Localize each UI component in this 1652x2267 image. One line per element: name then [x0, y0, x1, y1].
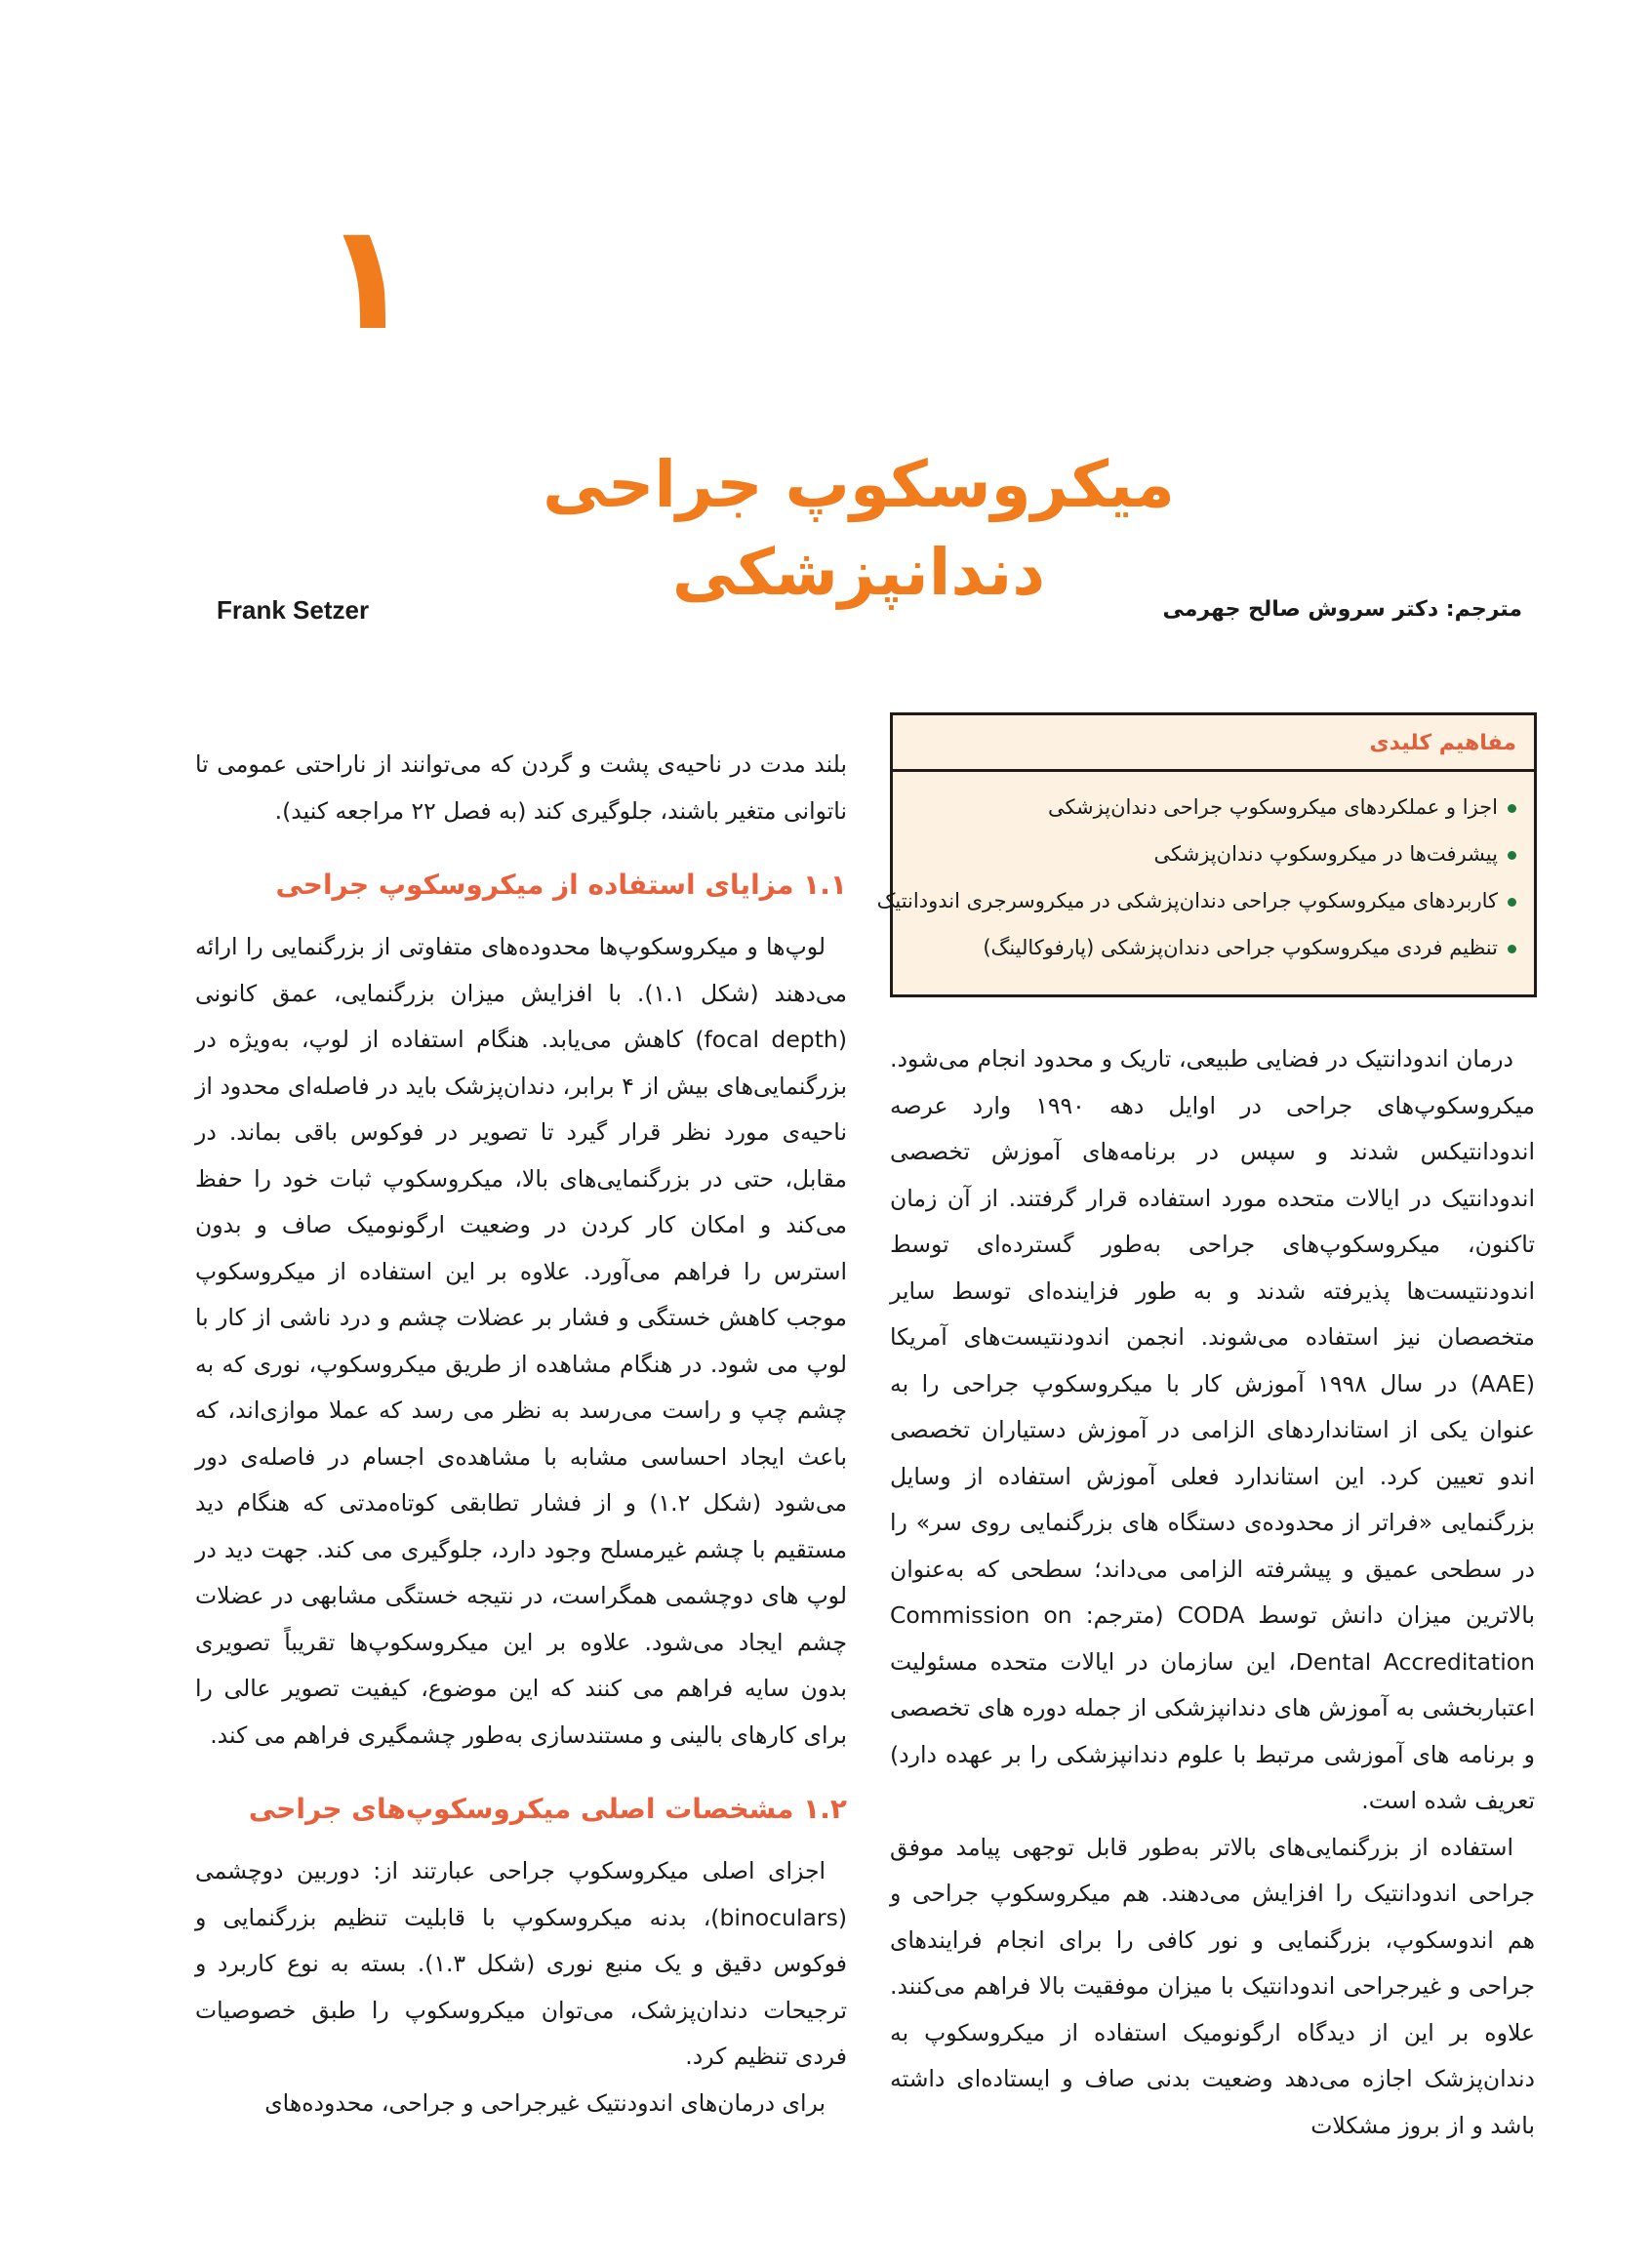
left-column [195, 742, 847, 2126]
body-paragraph-continuation: بلند مدت در ناحیه‌ی پشت و گردن که می‌توانند از ناراحتی عمومی تا ناتوانی متغیر باشند، جلوگیری کند (به فصل ۲۲ مراجعه کنید). [195, 750, 847, 825]
bullet-icon [1508, 945, 1516, 953]
body-paragraph: برای درمان‌های اندودنتیک غیرجراحی و جراحی، محدوده‌های [264, 2088, 826, 2117]
key-concepts-box [876, 712, 1537, 997]
key-concept-text: تنظیم فردی میکروسکوپ جراحی دندان‌پزشکی (پارفوکالینگ) [983, 936, 1498, 959]
body-paragraph: لوپ‌ها و میکروسکوپ‌ها محدوده‌های متفاوتی از بزرگنمایی را ارائه می‌دهند (شکل ۱.۱). با افزایش میزان بزرگنمایی، عمق کانونی (focal depth) کاهش می‌یابد. هنگام استفاده از لوپ، به‌ویژه در بزرگنمایی‌های بیش از ۴ برابر، دندان‌پزشک باید در فاصله‌ای محدود از ناحیه‌ی مورد نظر قرار گیرد تا تصویر در فوکوس باقی بماند. در مقابل، حتی در بزرگنمایی‌های بالا، میکروسکوپ ثبات خود را حفظ می‌کند و امکان کار کردن در وضعیت ارگونومیک صاف و بدون استرس را فراهم می‌آورد. علاوه بر این استفاده از میکروسکوپ موجب کاهش خستگی و فشار بر عضلات چشم و درد ناشی از کار با لوپ می شود. در هنگام مشاهده از طریق میکروسکوپ، نوری که به چشم چپ و راست می‌رسد به نظر می رسد که عملا موازی‌اند، که باعث ایجاد احساسی مشابه با مشاهده‌ی اجسام در فاصله‌ی دور می‌شود (شکل ۱.۲) و از فشار تطابقی کوتاه‌مدتی که هنگام دید مستقیم با چشم غیرمسلح وجود دارد، جلوگیری می کند. جهت دید در لوپ های دوچشمی همگراست، در نتیجه خستگی مشابهی در عضلات چشم ایجاد می‌شود. علاوه بر این میکروسکوپ‌ها تقریباً تصویری بدون سایه فراهم می کنند که این موضوع، کیفیت تصویر عالی را برای کارهای بالینی و مستندسازی به‌طور چشمگیری فراهم می کند. [195, 933, 847, 1749]
key-concept-item [901, 830, 1516, 877]
bullet-icon [1508, 898, 1516, 907]
translator-credit: مترجم: دکتر سروش صالح جهرمی [1162, 597, 1522, 622]
author-name: Frank Setzer [217, 595, 370, 625]
bullet-icon [1508, 851, 1516, 860]
key-concept-item [901, 784, 1516, 830]
key-concepts-list [876, 772, 1534, 971]
key-concept-text: اجزا و عملکردهای میکروسکوپ جراحی دندان‌پزشکی [1047, 795, 1498, 819]
chapter-number: ۱ [322, 193, 412, 363]
body-paragraph: استفاده از بزرگنمایی‌های بالاتر به‌طور قابل توجهی پیامد موفق جراحی اندودانتیک را افزایش می‌دهند. هم میکروسکوپ جراحی و هم اندوسکوپ، بزرگنمایی و نور کافی را برای انجام فرایندهای جراحی و غیرجراحی اندودانتیک با میزان موفقیت بالا فراهم می‌کنند. علاوه بر این از دیدگاه ارگونومیک استفاده از میکروسکوپ به دندان‌پزشک اجازه می‌دهد وضعیت بدنی صاف و ایستاده‌ای داشته باشد و از بروز مشکلات [890, 1833, 1535, 2139]
bullet-icon [1508, 804, 1516, 813]
section-heading-1-1: ۱.۱ مزایای استفاده از میکروسکوپ جراحی [275, 869, 847, 901]
section-heading-1-2: ۱.۲ مشخصات اصلی میکروسکوپ‌های جراحی [248, 1793, 847, 1825]
key-concept-item [876, 877, 1516, 924]
key-concept-text: کاربردهای میکروسکوپ جراحی دندان‌پزشکی در میکروسرجری اندودانتیک [876, 889, 1498, 912]
key-concept-text: پیشرفت‌ها در میکروسکوپ دندان‌پزشکی [1153, 842, 1498, 866]
body-paragraph: اجزای اصلی میکروسکوپ جراحی عبارتند از: دوربین دوچشمی (binoculars)، بدنه میکروسکوپ با قابلیت تنظیم بزرگنمایی و فوکوس دقیق و یک منبع نوری (شکل ۱.۳). بسته به نوع کاربرد و ترجیحات دندان‌پزشک، می‌توان میکروسکوپ را طبق خصوصیات فردی تنظیم کرد. [195, 1857, 847, 2070]
chapter-title: میکروسکوپ جراحی دندانپزشکی [543, 447, 1175, 610]
key-concept-item [901, 924, 1516, 971]
body-paragraph: درمان اندودانتیک در فضایی طبیعی، تاریک و محدود انجام می‌شود. میکروسکوپ‌های جراحی در اوایل دهه ۱۹۹۰ وارد عرصه اندودانتیکس شدند و سپس در برنامه‌های آموزش تخصصی اندودانتیک در ایالات متحده مورد استفاده قرار گرفتند. از آن زمان تاکنون، میکروسکوپ‌های جراحی به‌طور گسترده‌ای توسط اندودنتیست‌ها پذیرفته شدند و به طور فزاینده‌ای توسط سایر متخصصان نیز استفاده می‌شوند. انجمن اندودنتیست‌های آمریکا (AAE) در سال ۱۹۹۸ آموزش کار با میکروسکوپ جراحی را به عنوان یکی از استانداردهای الزامی در آموزش دستیاران تخصصی اندو تعیین کرد. این استاندارد فعلی آموزش استفاده از وسایل بزرگنمایی «فراتر از محدوده‌ی دستگاه های بزرگنمایی روی سر» را در سطحی عمیق و پیشرفته الزامی می‌داند؛ سطحی که به‌عنوان بالاترین میزان دانش توسط CODA (مترجم: Commission on Dental Accreditation، این سازمان در ایالات متحده مسئولیت اعتباربخشی به آموزش های دندانپزشکی از جمله دوره های تخصصی و برنامه های آموزشی مرتبط با علوم دندانپزشکی را بر عهده دارد) تعریف شده است. [890, 1045, 1535, 1814]
key-concepts-header: مفاهیم کلیدی [893, 715, 1534, 772]
right-column [890, 1036, 1535, 2149]
